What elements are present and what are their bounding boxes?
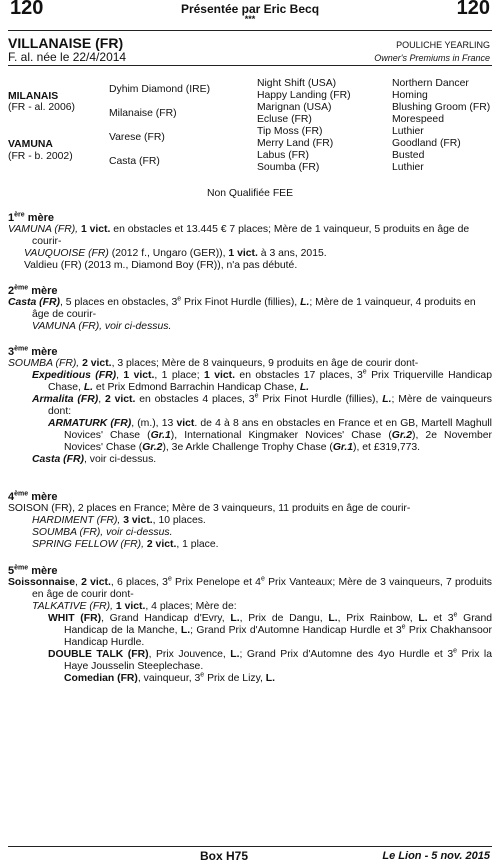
stars: *** [244, 14, 256, 24]
horse-birth: F. al. née le 22/4/2014 [8, 50, 127, 64]
gen3-4: Ecluse (FR) [257, 114, 312, 125]
gen4-2: Homing [392, 90, 428, 101]
gen4-5: Luthier [392, 126, 424, 137]
gen3-6: Merry Land (FR) [257, 138, 334, 149]
produce-entry: Armalita (FR), 2 vict. en obstacles 4 places, 3e Prix Finot Hurdle (fillies), L.; Mère de vainqueurs dont: [32, 392, 492, 417]
title-rule [8, 65, 492, 66]
dam-entry: Soissonnaise, 2 vict., 6 places, 3e Prix Penelope et 4e Prix Vanteaux; Mère de 3 vainqueurs, 7 produits en âge de courir dont- [8, 575, 492, 600]
section-heading: 2ème mère [8, 284, 58, 297]
dam-entry: Casta (FR), 5 places en obstacles, 3e Prix Finot Hurdle (fillies), L.; Mère de 1 vainqueur, 4 produits en âge de courir- [8, 295, 476, 320]
dam-entry: SOISON (FR), 2 places en France; Mère de 3 vainqueurs, 11 produits en âge de courir- [8, 503, 411, 514]
section-heading: 5ème mère [8, 564, 58, 577]
horse-category: POULICHE YEARLING [396, 40, 490, 50]
section-heading: 4ème mère [8, 490, 58, 503]
produce-entry: VAUQUOISE (FR) (2012 f., Ungaro (GER)), 1 vict. à 3 ans, 2015. [24, 248, 327, 259]
presenter: Présentée par Eric Becq [180, 2, 320, 16]
produce-entry: TALKATIVE (FR), 1 vict., 4 places; Mère de: [32, 601, 237, 612]
produce-entry: HARDIMENT (FR), 3 vict., 10 places. [32, 515, 206, 526]
sire-details: (FR - al. 2006) [8, 102, 75, 113]
produce-entry: Expeditious (FR), 1 vict., 1 place; 1 vict. en obstacles 17 places, 3e Prix Triquerville Handicap Chase, L. et Prix Edmond Barrachin Handicap Chase, L. [32, 368, 492, 393]
section-first-dam [8, 212, 492, 272]
gen4-8: Luthier [392, 162, 424, 173]
lot-number-right: 120 [456, 0, 490, 19]
gen3-1: Night Shift (USA) [257, 78, 337, 89]
produce-entry: SOUMBA (FR), voir ci-dessus. [32, 527, 173, 538]
produce-entry: DOUBLE TALK (FR), Prix Jouvence, L.; Grand Prix d'Automne des 4yo Hurdle et 3e Prix la Haye Jousselin Steeplechase. [48, 647, 493, 672]
gen3-3: Marignan (USA) [257, 102, 332, 113]
produce-entry: Comedian (FR), vainqueur, 3e Prix de Lizy, L. [64, 671, 276, 684]
produce-entry: Casta (FR), voir ci-dessus. [32, 454, 157, 465]
footer-rule [8, 846, 492, 847]
owners-premium: Owner's Premiums in France [374, 53, 490, 63]
section-heading: 1ère mère [8, 211, 54, 224]
produce-entry: WHIT (FR), Grand Handicap d'Evry, L., Prix de Dangu, L., Prix Rainbow, L. et 3e Grand Handicap de la Manche, L.; Grand Prix d'Automne Handicap Hurdle et 3e Prix Chakhansoor Handicap Hurdle. [48, 611, 493, 648]
gen2-1: Dyhim Diamond (IRE) [109, 84, 211, 95]
gen4-1: Northern Dancer [392, 78, 469, 89]
gen3-2: Happy Landing (FR) [257, 90, 351, 101]
gen3-5: Tip Moss (FR) [257, 126, 323, 137]
gen4-7: Busted [392, 150, 425, 161]
dam-details: (FR - b. 2002) [8, 151, 73, 162]
produce-entry: ARMATURK (FR), (m.), 13 vict. de 4 à 8 ans en obstacles en France et en GB, Martell Maghull Novices' Chase (Gr.1), International Kingmaker Novices' Chase (Gr.2), 2e November Novices' Chase (Gr.2), 3e Arkle Challenge Trophy Chase (Gr.1), et £319,773. [48, 418, 492, 453]
section-fifth-dam [8, 565, 492, 685]
sire-name: MILANAIS [8, 91, 59, 102]
horse-name: VILLANAISE (FR) [8, 35, 124, 51]
produce-entry: SPRING FELLOW (FR), 2 vict., 1 place. [32, 539, 219, 550]
gen4-4: Morespeed [392, 114, 444, 125]
gen3-7: Labus (FR) [257, 150, 309, 161]
section-second-dam [8, 285, 492, 333]
sale-place-date: Le Lion - 5 nov. 2015 [382, 850, 490, 862]
gen2-4: Casta (FR) [109, 156, 160, 167]
dam-entry: SOUMBA (FR), 2 vict., 3 places; Mère de 8 vainqueurs, 9 produits en âge de courir dont- [8, 358, 419, 369]
gen3-8: Soumba (FR) [257, 162, 320, 173]
dam-entry: VAMUNA (FR), 1 vict. en obstacles et 13.445 € 7 places; Mère de 1 vainqueur, 5 produits en âge de courir- [8, 224, 470, 247]
gen2-3: Varese (FR) [109, 132, 165, 143]
produce-entry: Valdieu (FR) (2013 m., Diamond Boy (FR)), n'a pas débuté. [24, 260, 298, 271]
gen2-2: Milanaise (FR) [109, 108, 177, 119]
lot-number-left: 120 [10, 0, 44, 19]
header-rule [8, 30, 492, 31]
gen4-3: Blushing Groom (FR) [392, 102, 491, 113]
gen4-6: Goodland (FR) [392, 138, 461, 149]
section-third-dam [8, 346, 492, 466]
section-fourth-dam [8, 491, 492, 551]
produce-entry: VAMUNA (FR), voir ci-dessus. [32, 321, 172, 332]
section-heading: 3ème mère [8, 345, 58, 358]
dam-name: VAMUNA [8, 139, 53, 150]
qualification-status: Non Qualifiée FEE [206, 188, 294, 199]
box-number: Box H75 [200, 849, 249, 863]
